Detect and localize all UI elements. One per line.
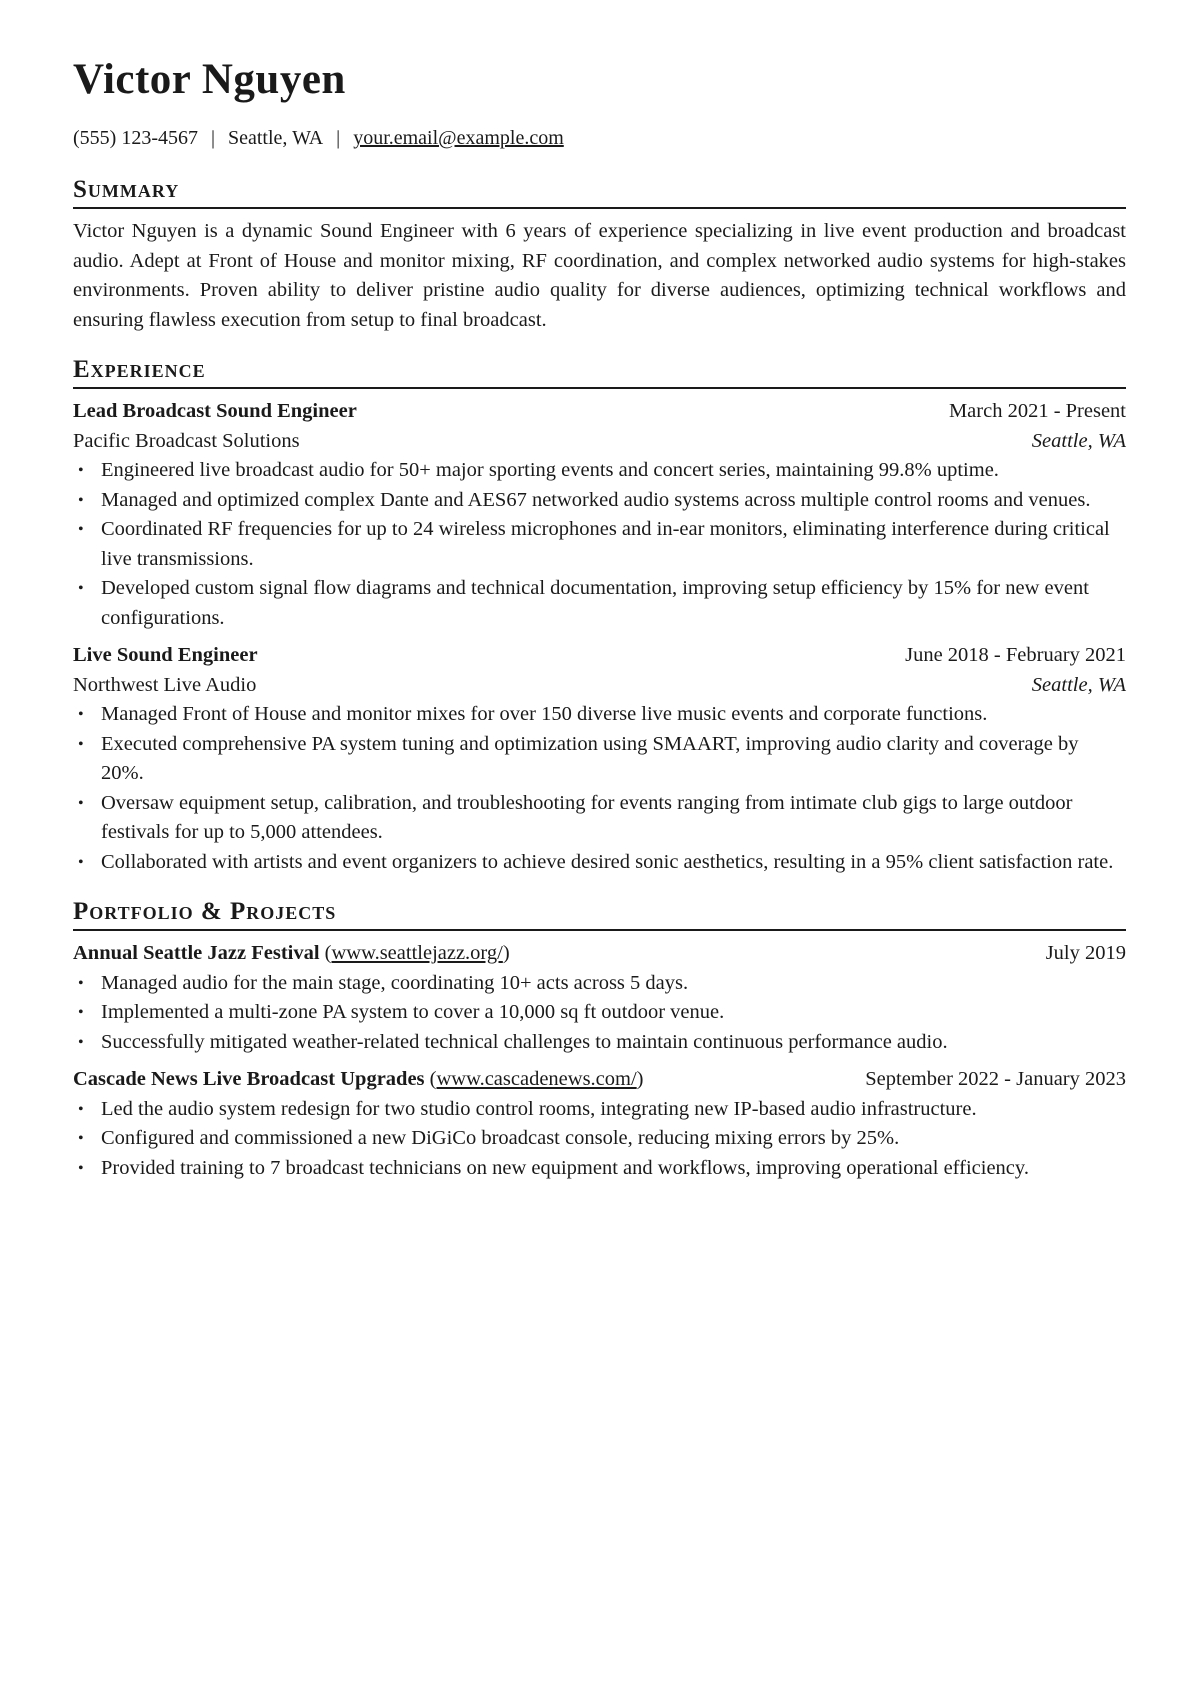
bullet-text: Engineered live broadcast audio for 50+ major sporting events and concert series, maintaining 99.8% uptime. [101, 459, 999, 481]
bullet-item [73, 515, 1126, 574]
bullet-icon: • [78, 974, 84, 992]
bullet-icon: • [78, 853, 84, 871]
bullet-text: Managed audio for the main stage, coordinating 10+ acts across 5 days. [101, 971, 689, 994]
bullet-icon: • [78, 1159, 84, 1177]
job-company-row [73, 427, 1126, 457]
projects-section [73, 897, 1126, 1183]
bullet-item [73, 789, 1126, 848]
email-link[interactable]: your.email@example.com [353, 127, 564, 149]
bullet-item [73, 1154, 1126, 1184]
job-company-row [73, 671, 1126, 701]
bullet-text: Implemented a multi-zone PA system to cover a 10,000 sq ft outdoor venue. [101, 1001, 725, 1023]
bullet-icon: • [78, 735, 84, 753]
bullet-text: Executed comprehensive PA system tuning and optimization using SMAART, improving audio clarity and coverage by 20%. [101, 732, 1079, 784]
bullet-text: Successfully mitigated weather-related technical challenges to maintain continuous performance audio. [101, 1030, 948, 1053]
project-name: Cascade News Live Broadcast Upgrades [73, 1068, 425, 1090]
contact-separator: | [210, 127, 215, 149]
bullet-text: Coordinated RF frequencies for up to 24 wireless microphones and in-ear monitors, eliminating interference during critical live transmissions. [101, 518, 1110, 570]
job-title-row [73, 397, 1126, 427]
bullet-item [73, 998, 1126, 1028]
contact-separator: | [336, 127, 341, 149]
bullet-icon: • [78, 521, 84, 538]
section-heading-summary: Summary [73, 175, 1126, 209]
bullet-icon: • [78, 1004, 84, 1021]
bullet-icon: • [78, 706, 84, 723]
bullet-item [73, 486, 1126, 516]
bullet-item [73, 1095, 1126, 1125]
job-location: Seattle, WA [1031, 429, 1126, 452]
bullet-item [73, 848, 1126, 878]
contact-line [73, 126, 1126, 150]
job-company: Pacific Broadcast Solutions [73, 429, 300, 452]
job-bullets [73, 700, 1126, 877]
candidate-name: Victor Nguyen [73, 56, 346, 103]
bullet-item [73, 700, 1126, 730]
section-heading-projects: Portfolio & Projects [73, 897, 1126, 931]
bullet-icon: • [78, 1100, 84, 1118]
bullet-icon: • [78, 794, 84, 812]
phone-number: (555) 123-4567 [73, 127, 198, 149]
job-dates: March 2021 - Present [948, 400, 1126, 422]
job-location: Seattle, WA [1031, 673, 1126, 696]
bullet-text: Led the audio system redesign for two studio control rooms, integrating new IP-based audio infrastructure. [101, 1097, 977, 1120]
project-title-row: Annual Seattle Jazz Festival (www.seattlejazz.org/) July 2019 [73, 939, 1126, 969]
project-title-row: Cascade News Live Broadcast Upgrades (www.cascadenews.com/) September 2022 - January 2023 [73, 1065, 1126, 1095]
bullet-item [73, 969, 1126, 999]
location: Seattle, WA [228, 127, 324, 149]
bullet-item [73, 456, 1126, 486]
project-name: Annual Seattle Jazz Festival [73, 942, 320, 964]
bullet-icon: • [78, 1130, 84, 1147]
project-link[interactable]: www.seattlejazz.org/ [331, 942, 503, 964]
bullet-icon: • [78, 1033, 84, 1051]
experience-section [73, 355, 1126, 877]
bullet-text: Managed Front of House and monitor mixes for over 150 diverse live music events and corporate functions. [101, 703, 988, 725]
job-entry [73, 397, 1126, 633]
project-link[interactable]: www.cascadenews.com/ [436, 1068, 637, 1090]
project-date: July 2019 [1045, 942, 1126, 964]
bullet-text: Oversaw equipment setup, calibration, and troubleshooting for events ranging from intimate club gigs to large outdoor festivals for up to 5,000 attendees. [101, 791, 1073, 843]
project-bullets [73, 969, 1126, 1058]
job-entry [73, 641, 1126, 877]
project-date: September 2022 - January 2023 [865, 1068, 1126, 1090]
job-dates: June 2018 - February 2021 [905, 644, 1126, 666]
bullet-item [73, 574, 1126, 633]
section-heading-experience: Experience [73, 355, 1126, 389]
bullet-icon: • [78, 580, 84, 597]
bullet-text: Provided training to 7 broadcast technicians on new equipment and workflows, improving operational efficiency. [101, 1156, 1029, 1179]
bullet-text: Developed custom signal flow diagrams and technical documentation, improving setup efficiency by 15% for new event configurations. [101, 577, 1089, 629]
job-role: Lead Broadcast Sound Engineer [73, 400, 357, 422]
bullet-icon: • [78, 491, 84, 509]
bullet-text: Configured and commissioned a new DiGiCo broadcast console, reducing mixing errors by 25%. [101, 1127, 900, 1149]
bullet-item [73, 730, 1126, 789]
job-title-row [73, 641, 1126, 671]
project-entry [73, 939, 1126, 1057]
bullet-item [73, 1028, 1126, 1058]
bullet-text: Managed and optimized complex Dante and AES67 networked audio systems across multiple control rooms and venues. [101, 488, 1091, 511]
summary-text: Victor Nguyen is a dynamic Sound Engineer with 6 years of experience specializing in live event production and broadcast audio. Adept at Front of House and monitor mixing, RF coordination, and complex networked audio systems for high-stakes environments. Proven ability to deliver pristine audio quality for diverse audiences, optimizing technical workflows and ensuring flawless execution from setup to final broadcast. [73, 220, 1126, 331]
project-bullets [73, 1095, 1126, 1184]
summary-section [73, 175, 1126, 335]
job-company: Northwest Live Audio [73, 673, 257, 696]
job-bullets [73, 456, 1126, 633]
job-role: Live Sound Engineer [73, 644, 258, 666]
bullet-icon: • [78, 462, 84, 479]
bullet-text: Collaborated with artists and event organizers to achieve desired sonic aesthetics, resulting in a 95% client satisfaction rate. [101, 850, 1114, 873]
resume-content [73, 58, 1126, 1183]
project-entry [73, 1065, 1126, 1183]
bullet-item [73, 1124, 1126, 1154]
